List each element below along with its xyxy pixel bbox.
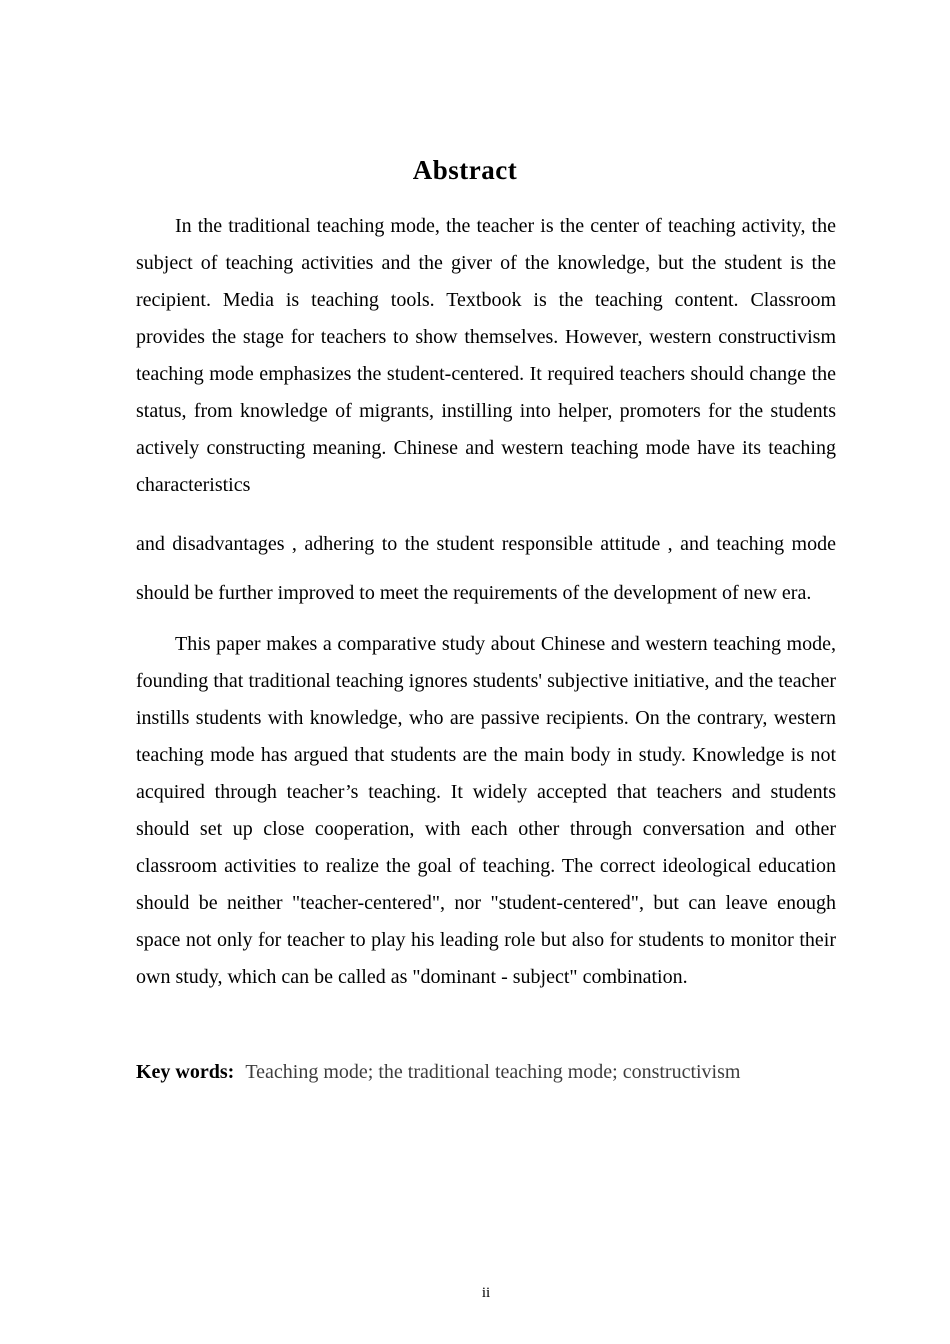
page-number: ii [481, 1285, 491, 1301]
keywords-line [136, 1058, 836, 1086]
paragraph-1-continued: and disadvantages , adhering to the student responsible attitude , and teaching mode should be further improved to meet the requirements of the development of new era. [136, 533, 836, 604]
keywords-value: Teaching mode; the traditional teaching mode; constructivism [245, 1061, 741, 1083]
keywords-label: Key words: [136, 1061, 235, 1083]
page-title: Abstract [412, 155, 518, 185]
paragraph-2: This paper makes a comparative study about Chinese and western teaching mode, founding that traditional teaching ignores students' subjective initiative, and the teacher instills students with knowledge, who are passive recipients. On the contrary, western teaching mode has argued that students are the main body in study. Knowledge is not acquired through teacher’s teaching. It widely accepted that teachers and students should set up close cooperation, with each other through conversation and other classroom activities to realize the goal of teaching. The correct ideological education should be neither "teacher-centered", nor "student-centered", but can leave enough space not only for teacher to play his leading role but also for students to monitor their own study, which can be called as "dominant - subject" combination. [136, 633, 836, 988]
paragraph-1: In the traditional teaching mode, the teacher is the center of teaching activity, the subject of teaching activities and the giver of the knowledge, but the student is the recipient. Media is teaching tools. Textbook is the teaching content. Classroom provides the stage for teachers to show themselves. However, western constructivism teaching mode emphasizes the student-centered. It required teachers should change the status, from knowledge of migrants, instilling into helper, promoters for the students actively constructing meaning. Chinese and western teaching mode have its teaching characteristics [136, 215, 836, 496]
